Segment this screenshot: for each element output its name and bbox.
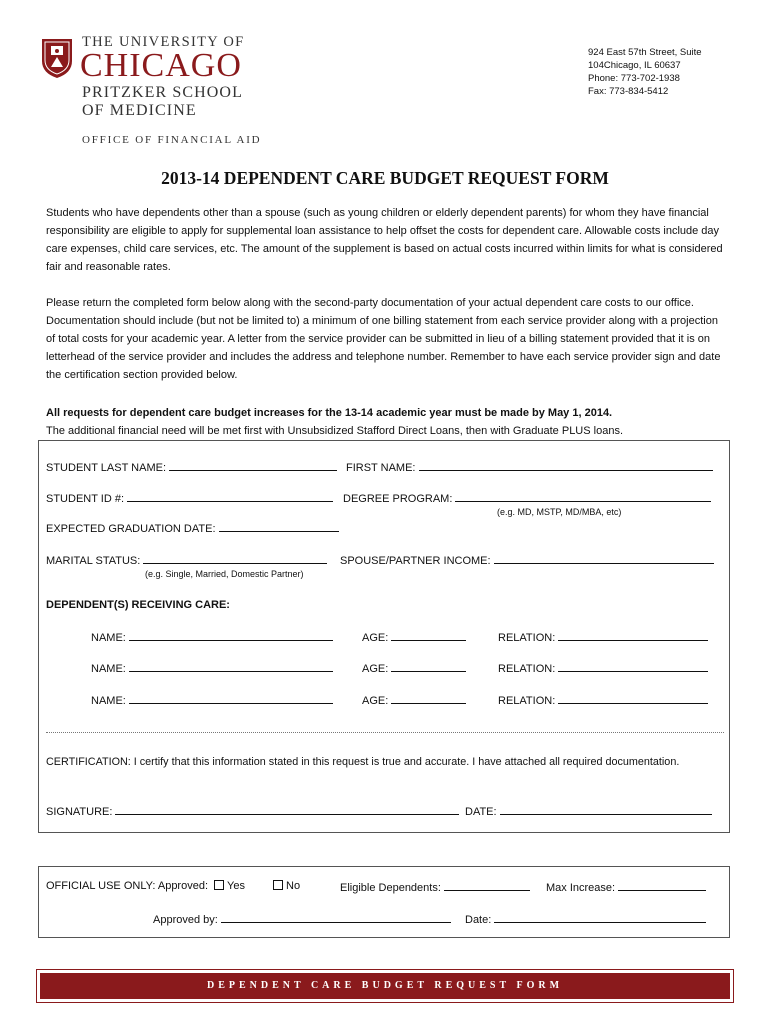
dependent-2-relation-field[interactable] — [498, 661, 708, 675]
last-name-field[interactable] — [46, 460, 337, 474]
dependent-3-relation-field[interactable] — [498, 693, 708, 707]
dependent-3-age-field[interactable] — [362, 693, 466, 707]
dependent-1-name-field[interactable] — [91, 630, 333, 644]
marital-status-line[interactable] — [143, 553, 327, 564]
official-use-label: OFFICIAL USE ONLY: Approved: — [46, 880, 209, 892]
approved-by-line[interactable] — [221, 912, 451, 923]
school-name-line2: OF MEDICINE — [82, 102, 197, 119]
spouse-income-label: SPOUSE/PARTNER INCOME: — [340, 555, 491, 567]
signature-date-field[interactable] — [465, 804, 712, 818]
student-id-field[interactable] — [46, 491, 333, 505]
dependent-2-name-field[interactable] — [91, 661, 333, 675]
degree-program-hint: (e.g. MD, MSTP, MD/MBA, etc) — [497, 507, 622, 517]
spouse-income-field[interactable] — [340, 553, 714, 567]
graduation-date-field[interactable] — [46, 521, 339, 535]
address-line2: 104Chicago, IL 60637 — [588, 60, 681, 71]
marital-status-field[interactable] — [46, 553, 327, 567]
dependent-relation-label: RELATION: — [498, 695, 556, 707]
dependent-age-label: AGE: — [362, 663, 389, 675]
address-line1: 924 East 57th Street, Suite — [588, 47, 702, 58]
dependent-age-label: AGE: — [362, 632, 389, 644]
signature-date-label: DATE: — [465, 806, 497, 818]
last-name-line[interactable] — [169, 460, 337, 471]
dependent-1-relation-field[interactable] — [498, 630, 708, 644]
first-name-line[interactable] — [419, 460, 713, 471]
max-increase-label: Max Increase: — [546, 882, 616, 894]
signature-line[interactable] — [115, 804, 459, 815]
dependents-heading: DEPENDENT(S) RECEIVING CARE: — [46, 599, 230, 611]
loans-note: The additional financial need will be met first with Unsubsidized Stafford Direct Loans, then with Graduate PLUS loans. — [46, 425, 623, 437]
eligible-dependents-line[interactable] — [444, 880, 530, 891]
approved-by-field[interactable] — [153, 912, 451, 926]
student-id-label: STUDENT ID #: — [46, 493, 125, 505]
approved-by-label: Approved by: — [153, 914, 218, 926]
dependent-2-age-field[interactable] — [362, 661, 466, 675]
dependent-3-name-field[interactable] — [91, 693, 333, 707]
university-name-chicago: CHICAGO — [80, 47, 242, 84]
intro-paragraph-documentation: Please return the completed form below along with the second-party documentation of your actual dependent care costs to our office. Documentation should include (but not be limited to) a minimum of one billing statement from each service provider along with a projection of total costs for your academic year. A letter from the service provider can be submitted in lieu of a billing statement provided that it is on letterhead of the service provider and includes the address and telephone number. Remember to have each service provider sign and date the certification section provided below. — [46, 297, 721, 381]
certification-statement: CERTIFICATION: I certify that this information stated in this request is true and accurate. I have attached all required documentation. — [46, 756, 680, 768]
school-name-line1: PRITZKER SCHOOL — [82, 84, 243, 101]
dependent-relation-line[interactable] — [558, 630, 708, 641]
dependent-relation-line[interactable] — [558, 693, 708, 704]
last-name-label: STUDENT LAST NAME: — [46, 462, 167, 474]
graduation-date-line[interactable] — [219, 521, 339, 532]
signature-date-line[interactable] — [500, 804, 712, 815]
dependent-name-label: NAME: — [91, 695, 126, 707]
no-label: No — [286, 880, 301, 892]
university-name-line1: THE UNIVERSITY OF — [82, 34, 245, 50]
dependent-age-line[interactable] — [391, 630, 466, 641]
marital-status-hint: (e.g. Single, Married, Domestic Partner) — [145, 569, 304, 579]
dependent-relation-label: RELATION: — [498, 632, 556, 644]
official-date-label: Date: — [465, 914, 492, 926]
intro-paragraph-eligibility: Students who have dependents other than a spouse (such as young children or elderly dependent parents) for whom they have financial responsibility are eligible to apply for supplemental loan assistance to help offset the costs for dependent care. Allowable costs include day care expenses, child care services, etc. The amount of the supplement is based on actual costs incurred within limits for what is considered fair and reasonable rates. — [46, 207, 723, 273]
eligible-dependents-label: Eligible Dependents: — [340, 882, 441, 894]
degree-program-field[interactable] — [343, 491, 711, 505]
signature-label: SIGNATURE: — [46, 806, 113, 818]
dependent-age-label: AGE: — [362, 695, 389, 707]
dependent-age-line[interactable] — [391, 661, 466, 672]
dependent-name-line[interactable] — [129, 630, 333, 641]
phone-number: Phone: 773-702-1938 — [588, 73, 680, 84]
official-date-line[interactable] — [494, 912, 706, 923]
degree-program-label: DEGREE PROGRAM: — [343, 493, 453, 505]
dependent-relation-line[interactable] — [558, 661, 708, 672]
dependent-age-line[interactable] — [391, 693, 466, 704]
yes-label: Yes — [227, 880, 245, 892]
dependent-name-line[interactable] — [129, 693, 333, 704]
max-increase-field[interactable] — [546, 880, 706, 894]
approved-no-option[interactable] — [273, 880, 300, 892]
spouse-income-line[interactable] — [494, 553, 714, 564]
student-id-line[interactable] — [127, 491, 333, 502]
max-increase-line[interactable] — [618, 880, 706, 891]
section-divider — [46, 732, 724, 733]
form-title: 2013-14 DEPENDENT CARE BUDGET REQUEST FORM — [161, 168, 609, 188]
official-use-box — [38, 866, 730, 938]
signature-field[interactable] — [46, 804, 459, 818]
yes-checkbox[interactable] — [214, 880, 224, 890]
official-date-field[interactable] — [465, 912, 706, 926]
office-name: OFFICE OF FINANCIAL AID — [82, 134, 262, 146]
footer-banner: DEPENDENT CARE BUDGET REQUEST FORM — [40, 973, 730, 999]
dependent-name-label: NAME: — [91, 663, 126, 675]
university-seal-logo — [40, 37, 74, 79]
dependent-name-line[interactable] — [129, 661, 333, 672]
first-name-field[interactable] — [346, 460, 713, 474]
dependent-name-label: NAME: — [91, 632, 126, 644]
no-checkbox[interactable] — [273, 880, 283, 890]
fax-number: Fax: 773-834-5412 — [588, 86, 669, 97]
approved-yes-option[interactable] — [214, 880, 245, 892]
first-name-label: FIRST NAME: — [346, 462, 416, 474]
marital-status-label: MARITAL STATUS: — [46, 555, 141, 567]
graduation-date-label: EXPECTED GRADUATION DATE: — [46, 523, 216, 535]
deadline-notice: All requests for dependent care budget increases for the 13-14 academic year must be made by May 1, 2014. — [46, 407, 613, 419]
dependent-relation-label: RELATION: — [498, 663, 556, 675]
degree-program-line[interactable] — [455, 491, 711, 502]
dependent-1-age-field[interactable] — [362, 630, 466, 644]
eligible-dependents-field[interactable] — [340, 880, 530, 894]
